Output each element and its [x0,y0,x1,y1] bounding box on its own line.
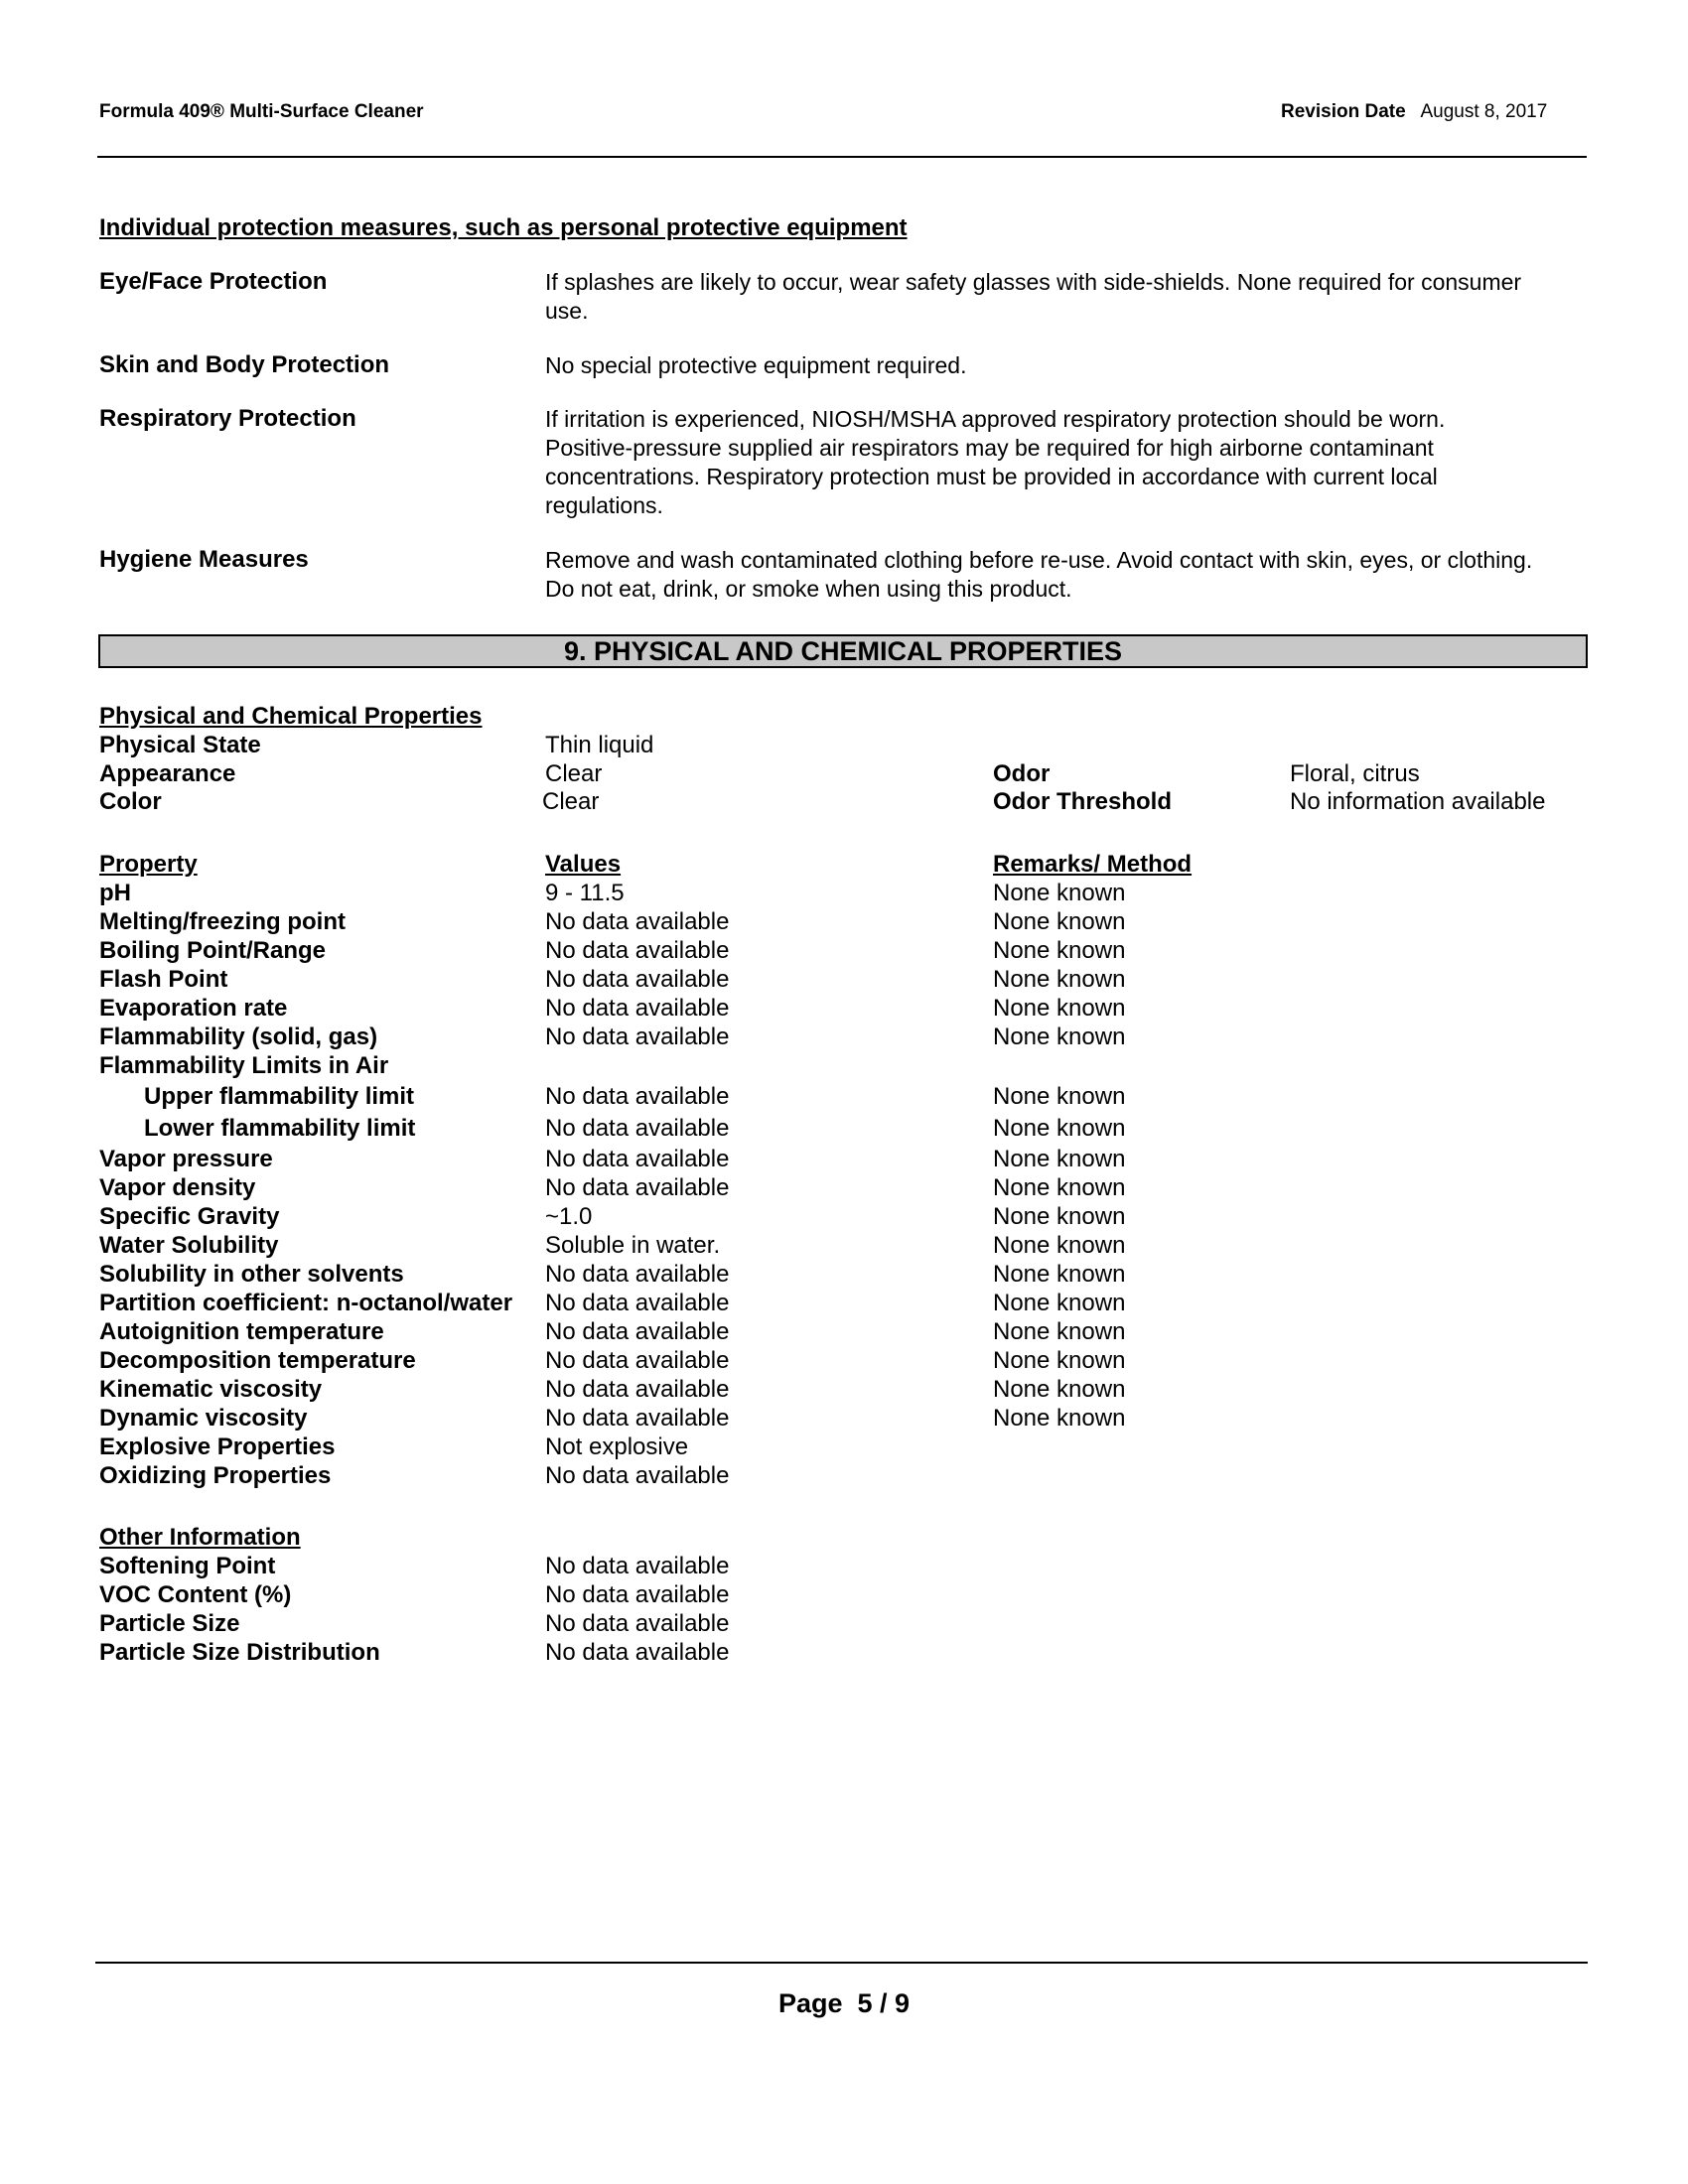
property-row [0,1375,1688,1404]
other-info-row [0,1609,1688,1638]
property-remark: None known [993,1115,1126,1142]
property-remark: None known [993,1024,1126,1050]
property-name: Lower flammability limit [144,1115,416,1142]
property-value: No data available [545,1347,730,1374]
property-row [0,1404,1688,1433]
appearance-row [0,759,1688,788]
property-name: Flammability (solid, gas) [99,1024,378,1050]
skin-protection-text: No special protective equipment required. [545,352,967,378]
property-value: Not explosive [545,1433,689,1460]
hygiene-measures-text: Remove and wash contaminated clothing before re-use. Avoid contact with skin, eyes, or clothing. Do not eat, drink, or smoke when using this product. [545,547,1533,602]
property-remark: None known [993,966,1126,993]
property-value: No data available [545,995,730,1022]
physical-state-label: Physical State [99,732,261,758]
other-info-value: No data available [545,1639,730,1666]
ppe-heading: Individual protection measures, such as personal protective equipment [99,214,908,241]
property-name: Melting/freezing point [99,908,346,935]
property-name: Autoignition temperature [99,1318,384,1345]
revision-date [1281,101,1547,123]
property-row [0,1317,1688,1346]
property-row [0,1082,1688,1111]
property-name: Boiling Point/Range [99,937,326,964]
property-name: Flammability Limits in Air [99,1052,389,1079]
footer-rule [95,1962,1588,1964]
document-title: Formula 409® Multi-Surface Cleaner [99,101,424,122]
other-info-name: Particle Size Distribution [99,1639,380,1666]
property-row [0,1202,1688,1231]
property-row [0,1433,1688,1461]
other-info-name: Softening Point [99,1553,276,1579]
property-row [0,1260,1688,1289]
property-remark: None known [993,1318,1126,1345]
property-row [0,1461,1688,1490]
eye-protection-text: If splashes are likely to occur, wear safety glasses with side-shields. None required for consumer use. [545,269,1522,324]
other-info-value: No data available [545,1553,730,1579]
pcp-heading: Physical and Chemical Properties [99,703,483,730]
other-info-row [0,1580,1688,1609]
property-name: Oxidizing Properties [99,1462,332,1489]
property-remark: None known [993,937,1126,964]
property-remark: None known [993,1174,1126,1201]
appearance-value: Clear [545,760,603,787]
eye-protection-label: Eye/Face Protection [99,268,328,295]
property-name: Water Solubility [99,1232,279,1259]
property-value: No data available [545,1083,730,1110]
property-row [0,1051,1688,1080]
property-value: No data available [545,966,730,993]
property-remark: None known [993,1261,1126,1288]
property-value: Soluble in water. [545,1232,721,1259]
other-info-value: No data available [545,1610,730,1637]
color-value: Clear [542,788,600,815]
property-row [0,1231,1688,1260]
appearance-label: Appearance [99,760,236,787]
property-value: No data available [545,1024,730,1050]
col-property-heading: Property [99,851,198,878]
page-count: 5 / 9 [857,1988,911,2018]
property-name: Kinematic viscosity [99,1376,323,1403]
other-info-name: Particle Size [99,1610,240,1637]
other-info-row [0,1638,1688,1667]
physical-state-row [0,731,1688,759]
property-value: No data available [545,1146,730,1172]
property-remark: None known [993,1290,1126,1316]
property-remark: None known [993,1232,1126,1259]
skin-protection-label: Skin and Body Protection [99,351,390,378]
property-row [0,1173,1688,1202]
respiratory-protection-text: If irritation is experienced, NIOSH/MSHA approved respiratory protection should be worn. Positive-pressure supplied air respirators may be required for high airborne contaminant concentrations. Respiratory protection must be provided in accordance with current local regulations. [545,406,1446,518]
odor-label: Odor [993,760,1051,787]
header-rule [97,156,1587,158]
property-row [0,1346,1688,1375]
property-row [0,936,1688,965]
property-value: No data available [545,1462,730,1489]
property-value: 9 - 11.5 [545,880,625,906]
property-value: No data available [545,1405,730,1432]
other-info-heading: Other Information [99,1524,301,1551]
property-row [0,1023,1688,1051]
property-table-header [0,850,1688,879]
property-name: Partition coefficient: n-octanol/water [99,1290,513,1316]
property-row [0,1289,1688,1317]
property-value: ~1.0 [545,1203,593,1230]
odor-threshold-label: Odor Threshold [993,788,1172,815]
col-remarks-heading: Remarks/ Method [993,851,1193,878]
property-row [0,879,1688,907]
property-value: No data available [545,1115,730,1142]
property-name: Evaporation rate [99,995,288,1022]
property-remark: None known [993,1083,1126,1110]
property-value: No data available [545,1290,730,1316]
page-number [0,1988,1688,2019]
property-value: No data available [545,1261,730,1288]
property-row [0,965,1688,994]
property-name: pH [99,880,131,906]
property-value: No data available [545,1174,730,1201]
property-row [0,1145,1688,1173]
physical-state-value: Thin liquid [545,732,654,758]
col-values-heading: Values [545,851,622,878]
property-value: No data available [545,937,730,964]
property-name: Vapor density [99,1174,256,1201]
property-remark: None known [993,880,1126,906]
property-remark: None known [993,995,1126,1022]
odor-value: Floral, citrus [1290,760,1420,787]
other-info-value: No data available [545,1581,730,1608]
color-row [0,787,1688,816]
section-9-banner: 9. PHYSICAL AND CHEMICAL PROPERTIES [98,634,1588,668]
revision-date-value: August 8, 2017 [1420,101,1548,122]
revision-date-label: Revision Date [1281,101,1406,122]
page-label: Page [777,1988,843,2018]
pcp-heading-row [0,702,1688,731]
property-value: No data available [545,1318,730,1345]
property-name: Dynamic viscosity [99,1405,308,1432]
other-info-row [0,1552,1688,1580]
property-remark: None known [993,1405,1126,1432]
property-name: Upper flammability limit [144,1083,415,1110]
property-remark: None known [993,1203,1126,1230]
color-label: Color [99,788,162,815]
property-row [0,907,1688,936]
property-name: Solubility in other solvents [99,1261,404,1288]
property-remark: None known [993,1146,1126,1172]
odor-threshold-value: No information available [1290,788,1546,815]
property-value: No data available [545,908,730,935]
property-name: Vapor pressure [99,1146,273,1172]
other-info-heading-row [0,1523,1688,1552]
hygiene-measures-label: Hygiene Measures [99,546,309,573]
property-row [0,994,1688,1023]
property-remark: None known [993,908,1126,935]
respiratory-protection-label: Respiratory Protection [99,405,356,432]
property-remark: None known [993,1347,1126,1374]
property-name: Decomposition temperature [99,1347,416,1374]
property-value: No data available [545,1376,730,1403]
property-name: Flash Point [99,966,228,993]
property-name: Specific Gravity [99,1203,280,1230]
property-remark: None known [993,1376,1126,1403]
property-name: Explosive Properties [99,1433,336,1460]
property-row [0,1114,1688,1143]
other-info-name: VOC Content (%) [99,1581,292,1608]
